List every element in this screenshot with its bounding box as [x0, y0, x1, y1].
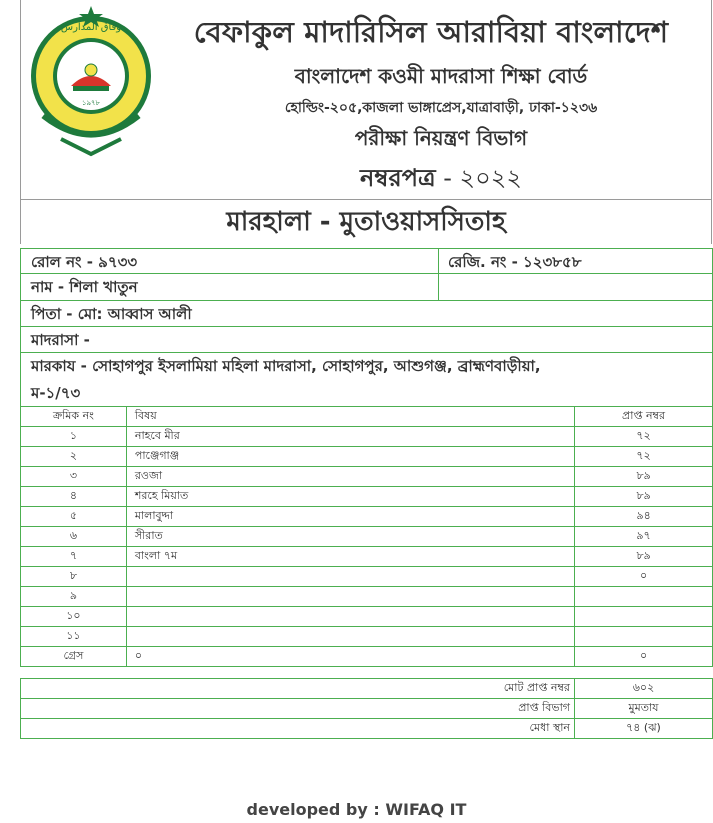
- header-serial: ক্রমিক নং: [21, 407, 127, 427]
- marks-cell: ৭২: [575, 427, 713, 447]
- total-value: ৬০২: [575, 679, 713, 699]
- header-subject: বিষয়: [126, 407, 574, 427]
- roll-reg-row: [20, 248, 713, 274]
- madrasa-row: [20, 327, 713, 353]
- table-row-grace: [21, 647, 713, 667]
- roll-number: রোল নং - ৯৭৩৩: [31, 253, 138, 271]
- name-row: [20, 274, 713, 301]
- marks-cell: ৯৭: [575, 527, 713, 547]
- marks-cell: [575, 607, 713, 627]
- madrasa-name: মাদরাসা -: [31, 331, 90, 349]
- marks-cell: ০: [575, 647, 713, 667]
- table-row: [21, 427, 713, 447]
- table-row: [21, 447, 713, 467]
- subject-cell: পাঞ্জেগাঞ্জ: [126, 447, 574, 467]
- markaz-row: [20, 353, 713, 407]
- subject-cell: বাংলা ৭ম: [126, 547, 574, 567]
- doc-title-separator: -: [435, 164, 460, 192]
- svg-text:১৯৭৮: ১৯৭৮: [81, 99, 101, 107]
- serial-cell: ১১: [21, 627, 127, 647]
- father-row: [20, 301, 713, 327]
- markaz-line-1: মারকায - সোহাগপুর ইসলামিয়া মহিলা মাদরাসা, সোহাগপুর, আশুগঞ্জ, ব্রাহ্মণবাড়ীয়া,: [31, 357, 541, 375]
- serial-cell: ৭: [21, 547, 127, 567]
- table-row: [21, 467, 713, 487]
- marks-cell: ৭২: [575, 447, 713, 467]
- table-row: [21, 607, 713, 627]
- divider: [438, 274, 439, 300]
- marhala-level: মারহালা - মুতাওয়াসসিতাহ: [20, 200, 712, 244]
- markaz-line-2: ম-১/৭৩: [31, 384, 81, 402]
- division-label: প্রাপ্ত বিভাগ: [21, 699, 575, 719]
- serial-cell: ৮: [21, 567, 127, 587]
- subject-cell: নাহবে মীর: [126, 427, 574, 447]
- table-row: [21, 487, 713, 507]
- table-header-row: [21, 407, 713, 427]
- doc-year: ২০২২: [459, 164, 522, 192]
- header-marks: প্রাপ্ত নম্বর: [575, 407, 713, 427]
- serial-cell: ২: [21, 447, 127, 467]
- doc-title-text: নম্বরপত্র: [360, 164, 436, 192]
- header: [20, 0, 712, 200]
- department-name: পরীক্ষা নিয়ন্ত্রণ বিভাগ: [354, 126, 528, 150]
- table-row: [21, 527, 713, 547]
- father-name: পিতা - মো: আব্বাস আলী: [31, 305, 192, 323]
- subject-cell: [126, 567, 574, 587]
- subject-cell: [126, 627, 574, 647]
- subject-cell: শরহে মিয়াত: [126, 487, 574, 507]
- summary-table: [20, 678, 713, 739]
- division-value: মুমতায: [575, 699, 713, 719]
- serial-cell: ১০: [21, 607, 127, 627]
- subject-cell: ০: [126, 647, 574, 667]
- marks-cell: ৮৯: [575, 467, 713, 487]
- serial-cell: ১: [21, 427, 127, 447]
- developer-credit: developed by : WIFAQ IT: [246, 800, 467, 819]
- total-row: [21, 679, 713, 699]
- registration-number: রেজি. নং - ১২৩৮৫৮: [448, 253, 582, 271]
- table-row: [21, 567, 713, 587]
- subject-cell: [126, 607, 574, 627]
- marks-cell: [575, 587, 713, 607]
- table-row: [21, 627, 713, 647]
- merit-value: ৭৪ (ঝ): [575, 719, 713, 739]
- marks-cell: ৮৯: [575, 487, 713, 507]
- subject-cell: মালাবুদ্দা: [126, 507, 574, 527]
- board-address: হোল্ডিং-২০৫,কাজলা ভাঙ্গাপ্রেস,যাত্রাবাড়ী, ঢাকা-১২৩৬: [284, 100, 598, 116]
- svg-text:وفاق المدارس: وفاق المدارس: [60, 22, 122, 33]
- student-name: নাম - শিলা খাতুন: [31, 278, 138, 296]
- subject-cell: রওজা: [126, 467, 574, 487]
- serial-cell: গ্রেস: [21, 647, 127, 667]
- total-label: মোট প্রাপ্ত নম্বর: [21, 679, 575, 699]
- document-title: [171, 160, 711, 200]
- division-row: [21, 699, 713, 719]
- table-row: [21, 507, 713, 527]
- serial-cell: ৯: [21, 587, 127, 607]
- serial-cell: ৩: [21, 467, 127, 487]
- merit-label: মেধা স্থান: [21, 719, 575, 739]
- subject-cell: সীরাত: [126, 527, 574, 547]
- serial-cell: ৫: [21, 507, 127, 527]
- marks-cell: ০: [575, 567, 713, 587]
- marks-table: [20, 406, 713, 667]
- serial-cell: ৬: [21, 527, 127, 547]
- marks-cell: ৮৯: [575, 547, 713, 567]
- table-row: [21, 547, 713, 567]
- serial-cell: ৪: [21, 487, 127, 507]
- board-title-arabic-name: বেফাকুল মাদারিসিল আরাবিয়া বাংলাদেশ: [193, 15, 669, 49]
- board-name: বাংলাদেশ কওমী মাদরাসা শিক্ষা বোর্ড: [294, 64, 588, 88]
- merit-row: [21, 719, 713, 739]
- marks-cell: ৯৪: [575, 507, 713, 527]
- subject-cell: [126, 587, 574, 607]
- marks-cell: [575, 627, 713, 647]
- table-row: [21, 587, 713, 607]
